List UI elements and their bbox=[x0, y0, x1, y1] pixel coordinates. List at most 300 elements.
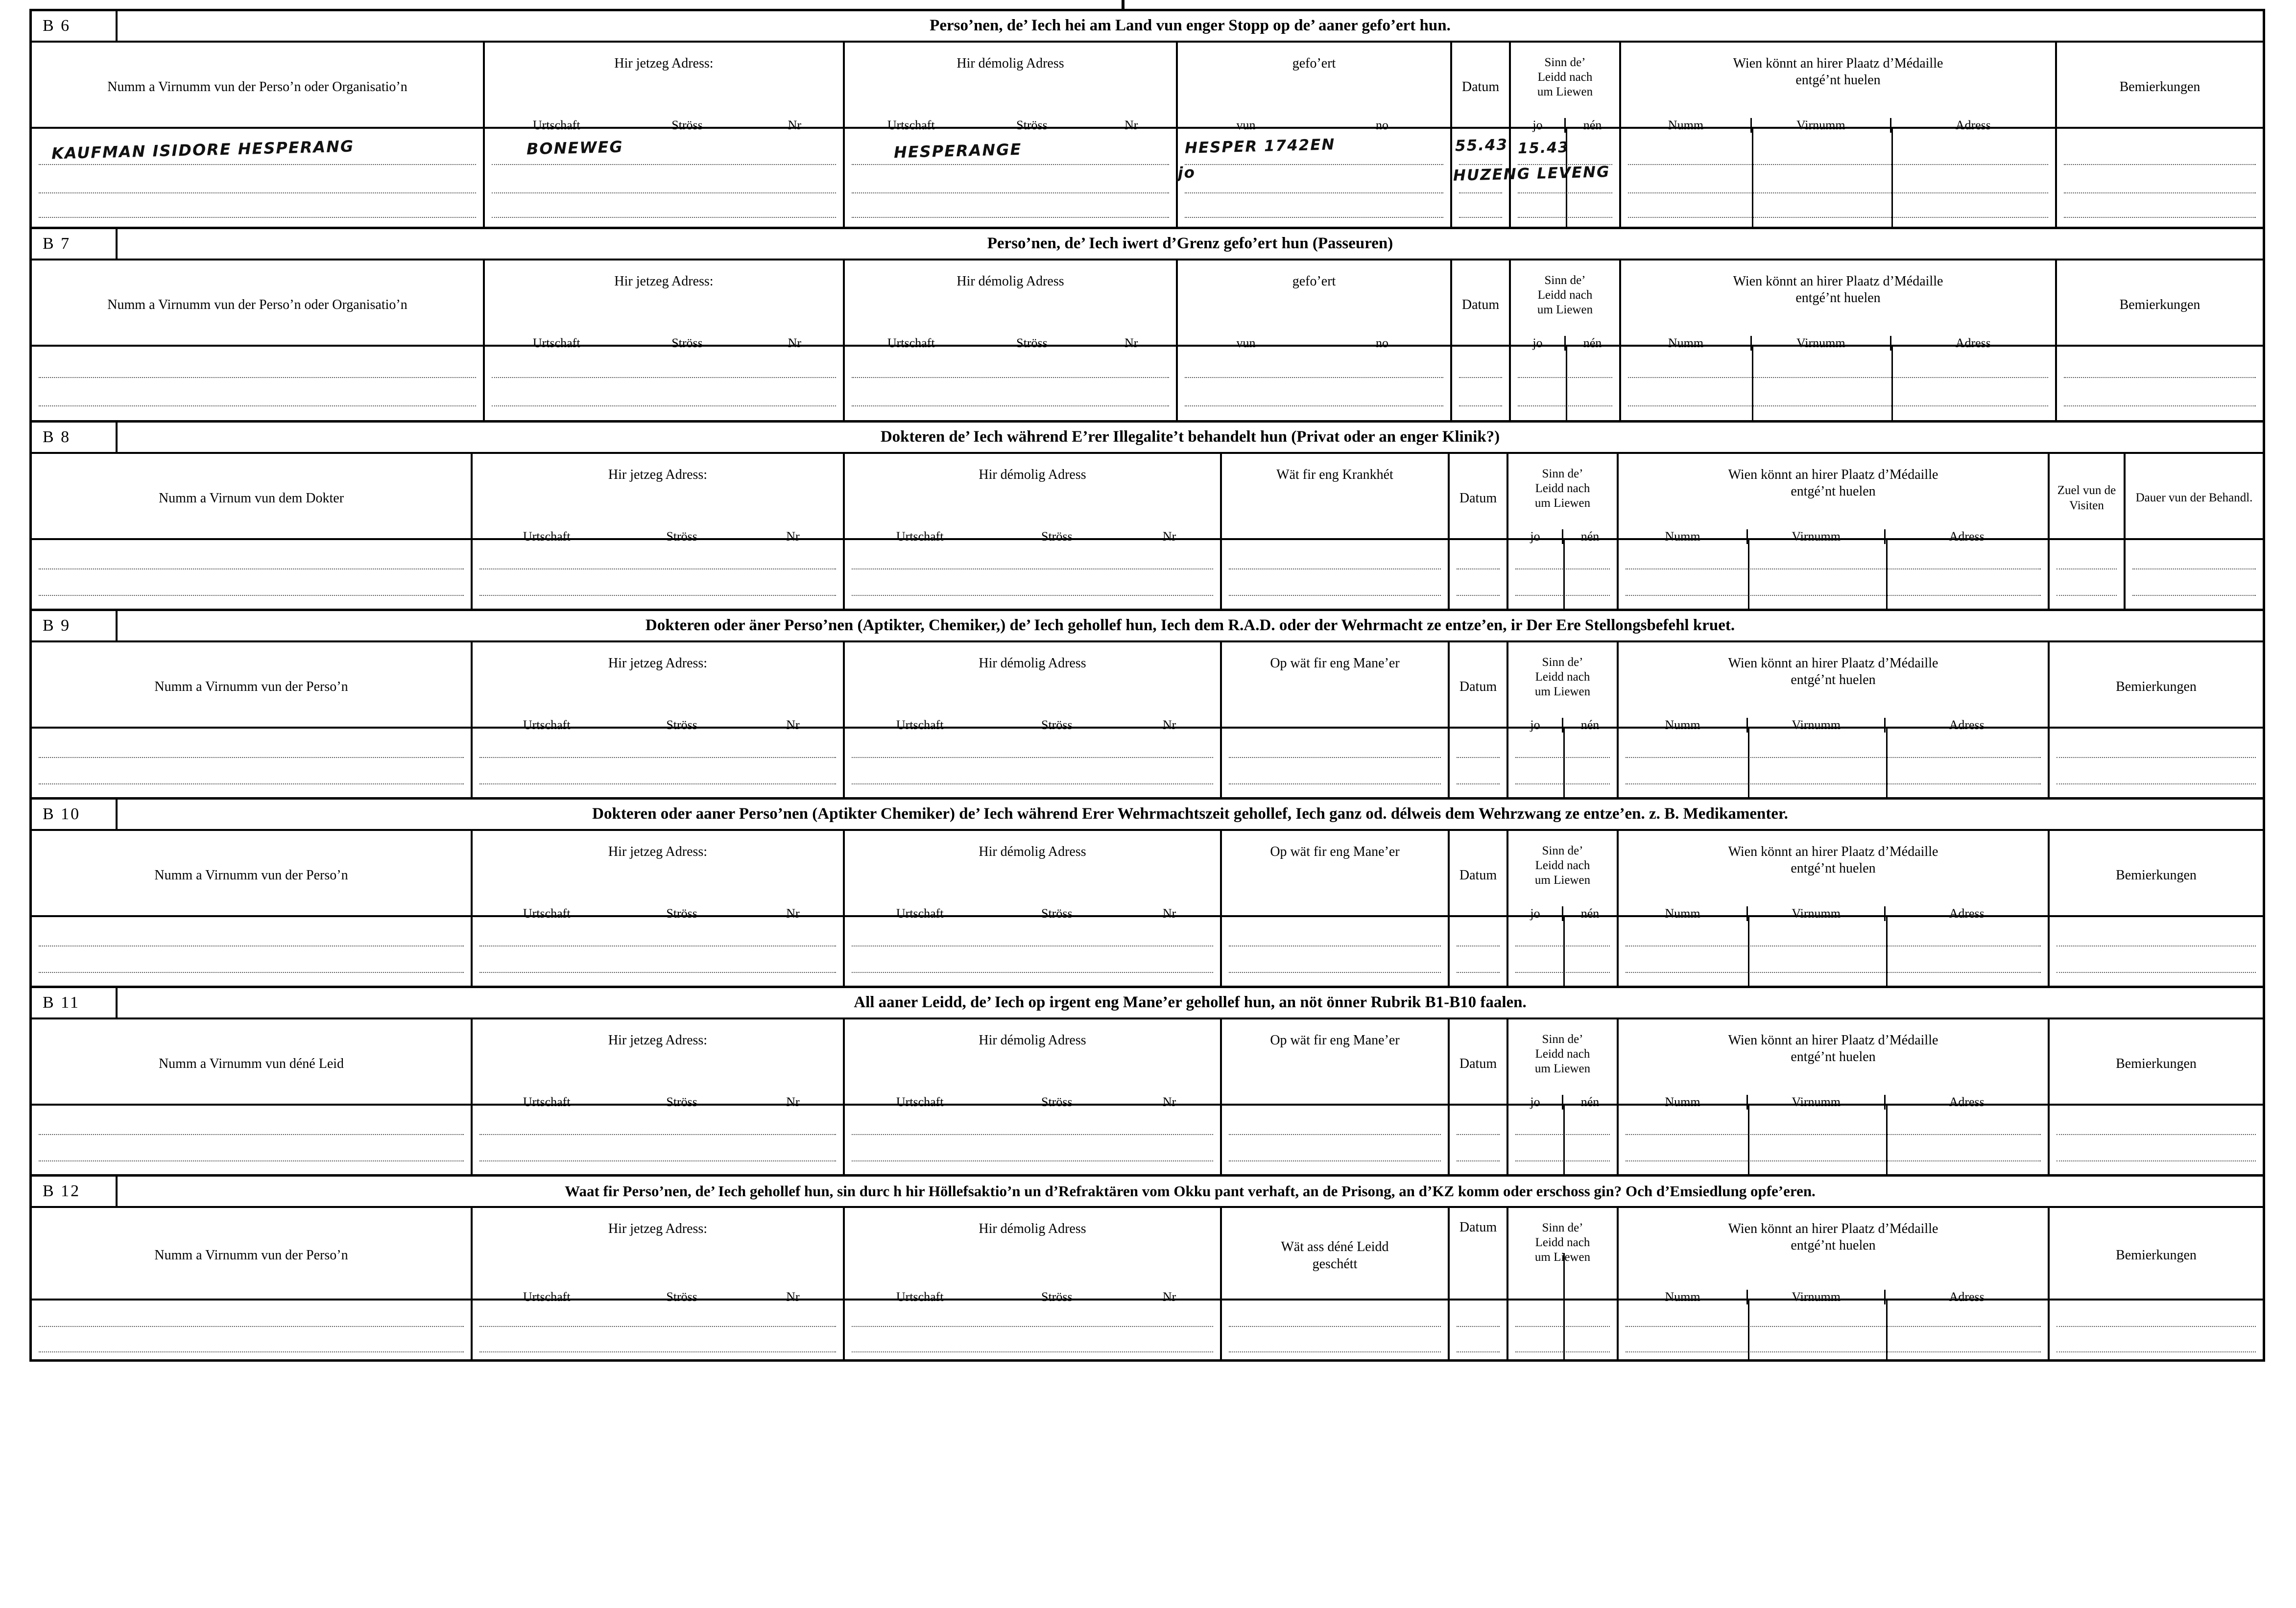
cell-transport[interactable] bbox=[1178, 347, 1452, 420]
data-row[interactable] bbox=[32, 347, 2263, 420]
header-urtschaft-2: Urtschaft bbox=[896, 718, 944, 732]
header-current-address-label: Hir jetzeg Adress: bbox=[614, 56, 714, 71]
header-former-address bbox=[845, 1019, 1222, 1109]
header-medal-virnumm: Virnumm bbox=[1746, 1095, 1884, 1110]
header-current-address bbox=[473, 642, 845, 732]
header-nr-2: Nr bbox=[1162, 1290, 1176, 1304]
header-medal-l2: entgé’nt huelen bbox=[1791, 860, 1876, 876]
header-alive-l3: um Liewen bbox=[1537, 85, 1593, 98]
cell-date[interactable] bbox=[1450, 729, 1508, 797]
cell-remarks[interactable] bbox=[2050, 1301, 2263, 1359]
section-title: Dokteren oder äner Perso’nen (Aptikter, Chemiker,) de’ Iech gehollef hun, Iech dem R.A.D. oder der Wehrmacht ze entze’en, ir Der Ere Stellongsbefehl kruet. bbox=[645, 616, 1735, 635]
header-alive-l3: um Liewen bbox=[1534, 1251, 1591, 1264]
header-medal-virnumm: Virnumm bbox=[1746, 1290, 1884, 1304]
header-yes: jo bbox=[1530, 718, 1540, 732]
header-former-address bbox=[845, 831, 1222, 921]
section-title: Waat fir Perso’nen, de’ Iech gehollef hun, sin durc h hir Höllefsaktio’n un d’Refraktären vom Okku pant verhaft, an de Prisong, an d’KZ komm oder erschoss gin? Och d’Emsiedlung opfe’eren. bbox=[565, 1182, 1816, 1200]
cell-name[interactable] bbox=[32, 729, 473, 797]
header-nr: Nr bbox=[786, 1290, 800, 1304]
header-alive-l2: Leidd nach bbox=[1535, 1047, 1590, 1061]
header-stross: Ströss bbox=[666, 529, 697, 544]
header-medal-adress: Adress bbox=[1890, 118, 2055, 133]
section-b12 bbox=[32, 1177, 2263, 1359]
header-stross-2: Ströss bbox=[1016, 336, 1048, 350]
section-title-row bbox=[32, 611, 2263, 642]
header-medal-numm: Numm bbox=[1668, 336, 1704, 350]
header-medal-recipient bbox=[1619, 1019, 2050, 1109]
header-current-address bbox=[473, 454, 845, 544]
cell-medal[interactable] bbox=[1619, 1106, 2050, 1174]
header-alive-l2: Leidd nach bbox=[1535, 1236, 1590, 1249]
header-medal-adress: Adress bbox=[1890, 336, 2055, 351]
header-current-address-label: Hir jetzeg Adress: bbox=[614, 274, 714, 289]
header-from: vun bbox=[1236, 118, 1256, 132]
header-alive-l2: Leidd nach bbox=[1537, 288, 1593, 302]
column-header-row bbox=[32, 831, 2263, 921]
header-alive-l3: um Liewen bbox=[1537, 303, 1593, 316]
cell-name[interactable] bbox=[32, 540, 473, 609]
header-urtschaft-2: Urtschaft bbox=[887, 118, 935, 132]
section-b7 bbox=[32, 229, 2263, 423]
header-illness-label: Wät fir eng Krankhét bbox=[1276, 467, 1393, 482]
section-title: Dokteren oder aaner Perso’nen (Aptikter Chemiker) de’ Iech während Erer Wehrmachtszeit gehollef, Iech ganz od. délweis dem Wehrzwang ze entze’en. z. B. Medikamenter. bbox=[592, 805, 1788, 823]
header-medal-numm: Numm bbox=[1665, 906, 1700, 921]
header-alive-l2: Leidd nach bbox=[1537, 71, 1593, 84]
header-former-address-label: Hir démolig Adress bbox=[979, 1033, 1086, 1048]
header-stross-2: Ströss bbox=[1016, 118, 1048, 132]
header-yes: jo bbox=[1530, 906, 1540, 921]
header-stross: Ströss bbox=[666, 1290, 697, 1304]
cell-name[interactable] bbox=[32, 1106, 473, 1174]
cell-alive[interactable] bbox=[1511, 347, 1621, 420]
header-nr-2: Nr bbox=[1124, 336, 1138, 350]
header-medal-numm: Numm bbox=[1665, 529, 1700, 544]
header-date-label: Datum bbox=[1459, 490, 1497, 506]
header-name-col bbox=[32, 642, 473, 727]
handwriting-name: KAUFMAN ISIDORE HESPERANG bbox=[51, 137, 355, 163]
cell-current-address[interactable] bbox=[473, 729, 845, 797]
data-row[interactable] bbox=[32, 917, 2263, 986]
header-name-col bbox=[32, 1208, 473, 1299]
header-date-label: Datum bbox=[1461, 79, 1500, 95]
header-urtschaft-2: Urtschaft bbox=[896, 1095, 944, 1109]
cell-remarks[interactable] bbox=[2050, 1106, 2263, 1174]
header-medal-recipient bbox=[1621, 43, 2057, 132]
header-alive-l3: um Liewen bbox=[1534, 1062, 1591, 1075]
handwriting-transport-2: jo bbox=[1177, 164, 1196, 182]
header-fate bbox=[1222, 1208, 1450, 1299]
header-name-label: Numm a Virnumm vun der Perso’n bbox=[154, 867, 348, 883]
header-date-label: Datum bbox=[1461, 297, 1500, 312]
header-manner-label: Op wät fir eng Mane’er bbox=[1270, 844, 1400, 859]
data-row[interactable] bbox=[32, 729, 2263, 797]
cell-name[interactable] bbox=[32, 917, 473, 986]
cell-manner[interactable] bbox=[1222, 1106, 1450, 1174]
header-medal-adress: Adress bbox=[1884, 529, 2048, 544]
header-transport bbox=[1178, 43, 1452, 132]
section-title-row bbox=[32, 800, 2263, 831]
handwriting-current-address: BONEWEG bbox=[526, 137, 624, 159]
header-current-address bbox=[485, 260, 845, 350]
header-medal-numm: Numm bbox=[1665, 1095, 1700, 1109]
cell-former-address[interactable] bbox=[845, 129, 1178, 227]
header-alive bbox=[1508, 831, 1619, 921]
header-medal-adress: Adress bbox=[1884, 1290, 2048, 1304]
header-fate-l2: geschétt bbox=[1312, 1256, 1358, 1272]
header-alive-l1: Sinn de’ bbox=[1542, 467, 1583, 480]
column-header-row bbox=[32, 43, 2263, 132]
header-fate-l1: Wät ass déné Leidd bbox=[1281, 1239, 1389, 1254]
header-stross: Ströss bbox=[666, 1095, 697, 1109]
header-urtschaft: Urtschaft bbox=[523, 718, 571, 732]
header-no: nén bbox=[1562, 906, 1617, 921]
header-name-label: Numm a Virnumm vun déné Leid bbox=[158, 1056, 344, 1071]
header-current-address bbox=[473, 1019, 845, 1109]
header-current-address-label: Hir jetzeg Adress: bbox=[608, 467, 708, 482]
section-id: B 11 bbox=[32, 988, 118, 1017]
header-date bbox=[1450, 1019, 1508, 1104]
cell-remarks[interactable] bbox=[2057, 347, 2263, 420]
header-stross-2: Ströss bbox=[1041, 1095, 1073, 1109]
cell-remarks[interactable] bbox=[2050, 917, 2263, 986]
header-name-label: Numm a Virnumm vun der Perso’n oder Organisatio’n bbox=[107, 79, 407, 95]
header-nr: Nr bbox=[788, 336, 801, 350]
section-b11 bbox=[32, 988, 2263, 1177]
header-medal-l1: Wien könnt an hirer Plaatz d’Médaille bbox=[1728, 1221, 1938, 1236]
header-stross-2: Ströss bbox=[1041, 1290, 1073, 1304]
header-former-address bbox=[845, 260, 1178, 350]
header-name-col bbox=[32, 454, 473, 538]
header-current-address bbox=[473, 1208, 845, 1304]
header-treatment-duration bbox=[2126, 454, 2263, 538]
header-alive-l1: Sinn de’ bbox=[1542, 844, 1583, 857]
header-yes: jo bbox=[1532, 118, 1543, 132]
header-remarks bbox=[2050, 1019, 2263, 1104]
header-alive-l1: Sinn de’ bbox=[1544, 56, 1586, 69]
header-medal-l1: Wien könnt an hirer Plaatz d’Médaille bbox=[1728, 1033, 1938, 1048]
header-former-address-label: Hir démolig Adress bbox=[957, 56, 1064, 71]
handwriting-date-1: 55.43 bbox=[1455, 136, 1508, 155]
cell-remarks[interactable] bbox=[2050, 729, 2263, 797]
section-title-row bbox=[32, 11, 2263, 43]
header-remarks-label: Bemierkungen bbox=[2116, 1248, 2197, 1263]
cell-alive[interactable] bbox=[1508, 917, 1619, 986]
cell-date[interactable] bbox=[1452, 347, 1511, 420]
header-urtschaft: Urtschaft bbox=[523, 906, 571, 921]
header-former-address bbox=[845, 1208, 1222, 1304]
header-former-address-label: Hir démolig Adress bbox=[979, 656, 1086, 671]
cell-treatment-duration[interactable] bbox=[2126, 540, 2263, 609]
cell-medal[interactable] bbox=[1619, 1301, 2050, 1359]
cell-alive[interactable] bbox=[1508, 1301, 1619, 1359]
header-alive-l3: um Liewen bbox=[1534, 497, 1591, 510]
header-former-address bbox=[845, 454, 1222, 544]
header-nr: Nr bbox=[786, 718, 800, 732]
header-name-label: Numm a Virnum vun dem Dokter bbox=[158, 490, 344, 506]
cell-date[interactable] bbox=[1450, 917, 1508, 986]
header-remarks-label: Bemierkungen bbox=[2116, 867, 2197, 883]
cell-fate[interactable] bbox=[1222, 1301, 1450, 1359]
header-nr-2: Nr bbox=[1162, 906, 1176, 921]
section-title-row bbox=[32, 229, 2263, 260]
section-id: B 7 bbox=[32, 229, 118, 259]
header-remarks bbox=[2050, 642, 2263, 727]
cell-alive[interactable] bbox=[1508, 729, 1619, 797]
header-medal-virnumm: Virnumm bbox=[1750, 336, 1890, 351]
header-stross-2: Ströss bbox=[1041, 906, 1073, 921]
cell-name[interactable] bbox=[32, 1301, 473, 1359]
cell-medal[interactable] bbox=[1619, 729, 2050, 797]
header-medal-numm: Numm bbox=[1668, 118, 1704, 132]
cell-transport[interactable] bbox=[1178, 129, 1452, 227]
cell-former-address[interactable] bbox=[845, 1106, 1222, 1174]
cell-illness[interactable] bbox=[1222, 540, 1450, 609]
cell-current-address[interactable] bbox=[473, 540, 845, 609]
cell-date[interactable] bbox=[1450, 540, 1508, 609]
data-row[interactable] bbox=[32, 1301, 2263, 1359]
section-title-row bbox=[32, 1177, 2263, 1208]
cell-alive[interactable] bbox=[1508, 1106, 1619, 1174]
header-medal-adress: Adress bbox=[1884, 718, 2048, 733]
header-former-address-label: Hir démolig Adress bbox=[979, 467, 1086, 482]
cell-current-address[interactable] bbox=[485, 129, 845, 227]
header-urtschaft: Urtschaft bbox=[532, 118, 580, 132]
column-header-row bbox=[32, 1208, 2263, 1304]
section-b8 bbox=[32, 423, 2263, 611]
header-transport bbox=[1178, 260, 1452, 350]
cell-former-address[interactable] bbox=[845, 540, 1222, 609]
header-manner bbox=[1222, 831, 1450, 915]
header-medal-numm: Numm bbox=[1665, 718, 1700, 732]
header-alive bbox=[1508, 1019, 1619, 1109]
header-medal-l2: entgé’nt huelen bbox=[1795, 72, 1881, 88]
header-from: vun bbox=[1236, 336, 1256, 350]
header-medal-l2: entgé’nt huelen bbox=[1791, 1049, 1876, 1064]
header-medal-recipient bbox=[1619, 1208, 2050, 1304]
header-name-label: Numm a Virnumm vun der Perso’n bbox=[154, 679, 348, 694]
section-id: B 6 bbox=[32, 11, 118, 41]
header-remarks bbox=[2057, 43, 2263, 127]
cell-date[interactable] bbox=[1450, 1106, 1508, 1174]
header-medal-recipient bbox=[1619, 642, 2050, 732]
header-current-address-label: Hir jetzeg Adress: bbox=[608, 656, 708, 671]
header-name-col bbox=[32, 831, 473, 915]
header-nr: Nr bbox=[788, 118, 801, 132]
header-to: no bbox=[1376, 118, 1388, 132]
cell-former-address[interactable] bbox=[845, 729, 1222, 797]
header-date bbox=[1450, 831, 1508, 915]
header-visit-count-label: Zuel vun de Visiten bbox=[2057, 483, 2116, 512]
cell-visit-count[interactable] bbox=[2050, 540, 2126, 609]
header-no: nén bbox=[1562, 718, 1617, 733]
header-date-label: Datum bbox=[1459, 1056, 1497, 1071]
cell-manner[interactable] bbox=[1222, 917, 1450, 986]
header-current-address-label: Hir jetzeg Adress: bbox=[608, 844, 708, 859]
cell-current-address[interactable] bbox=[473, 1106, 845, 1174]
handwriting-alive: 15.43 bbox=[1517, 139, 1570, 158]
header-medal-numm: Numm bbox=[1665, 1290, 1700, 1304]
header-urtschaft-2: Urtschaft bbox=[896, 906, 944, 921]
header-to: no bbox=[1376, 336, 1388, 350]
header-stross-2: Ströss bbox=[1041, 718, 1073, 732]
cell-name[interactable] bbox=[32, 129, 485, 227]
header-date-label: Datum bbox=[1459, 867, 1497, 883]
header-date bbox=[1450, 642, 1508, 727]
header-alive-l1: Sinn de’ bbox=[1544, 274, 1586, 287]
cell-date[interactable] bbox=[1450, 1301, 1508, 1359]
header-no: nén bbox=[1564, 336, 1619, 351]
header-alive-l2: Leidd nach bbox=[1535, 859, 1590, 872]
cell-former-address[interactable] bbox=[845, 1301, 1222, 1359]
header-date-label: Datum bbox=[1459, 1220, 1497, 1235]
cell-medal[interactable] bbox=[1619, 540, 2050, 609]
section-id: B 10 bbox=[32, 800, 118, 829]
cell-former-address[interactable] bbox=[845, 917, 1222, 986]
header-urtschaft: Urtschaft bbox=[523, 1290, 571, 1304]
header-transport-label: gefo’ert bbox=[1292, 56, 1336, 71]
header-transport-label: gefo’ert bbox=[1292, 274, 1336, 289]
column-header-row bbox=[32, 642, 2263, 732]
data-row[interactable] bbox=[32, 540, 2263, 609]
header-alive-l1: Sinn de’ bbox=[1542, 1033, 1583, 1046]
header-name-label: Numm a Virnumm vun der Perso’n bbox=[154, 1248, 348, 1263]
header-medal-l2: entgé’nt huelen bbox=[1791, 672, 1876, 687]
section-b10 bbox=[32, 800, 2263, 988]
cell-medal[interactable] bbox=[1619, 917, 2050, 986]
header-urtschaft-2: Urtschaft bbox=[887, 336, 935, 350]
header-stross: Ströss bbox=[671, 118, 703, 132]
header-yes: jo bbox=[1532, 336, 1543, 350]
header-medal-adress: Adress bbox=[1884, 1095, 2048, 1110]
header-medal-l1: Wien könnt an hirer Plaatz d’Médaille bbox=[1728, 844, 1938, 859]
handwriting-former-address: HESPERANGE bbox=[893, 140, 1022, 162]
header-name-label: Numm a Virnumm vun der Perso’n oder Organisatio’n bbox=[107, 297, 407, 312]
header-former-address bbox=[845, 642, 1222, 732]
cell-name[interactable] bbox=[32, 347, 485, 420]
header-yes: jo bbox=[1530, 1095, 1540, 1109]
section-b6 bbox=[32, 11, 2263, 229]
header-alive-l1: Sinn de’ bbox=[1542, 656, 1583, 669]
header-date bbox=[1450, 1208, 1508, 1299]
header-alive bbox=[1508, 642, 1619, 732]
header-medal-adress: Adress bbox=[1884, 906, 2048, 921]
cell-former-address[interactable] bbox=[845, 347, 1178, 420]
header-date bbox=[1450, 454, 1508, 538]
section-title: Perso’nen, de’ Iech hei am Land vun enger Stopp op de’ aaner gefo’ert hun. bbox=[930, 17, 1451, 35]
column-header-row bbox=[32, 260, 2263, 350]
header-visit-count bbox=[2050, 454, 2126, 538]
header-medal-virnumm: Virnumm bbox=[1750, 118, 1890, 133]
header-date bbox=[1452, 43, 1511, 127]
header-nr-2: Nr bbox=[1162, 529, 1176, 544]
header-no: nén bbox=[1562, 1095, 1617, 1110]
cell-alive[interactable] bbox=[1511, 129, 1621, 227]
header-alive bbox=[1508, 454, 1619, 544]
header-no: nén bbox=[1562, 529, 1617, 544]
header-illness bbox=[1222, 454, 1450, 538]
section-b9 bbox=[32, 611, 2263, 800]
header-medal-virnumm: Virnumm bbox=[1746, 906, 1884, 921]
header-medal-l1: Wien könnt an hirer Plaatz d’Médaille bbox=[1728, 656, 1938, 671]
header-urtschaft: Urtschaft bbox=[532, 336, 580, 350]
header-former-address-label: Hir démolig Adress bbox=[957, 274, 1064, 289]
handwriting-date-2: HUZENG LEVENG bbox=[1453, 163, 1610, 185]
header-medal-l1: Wien könnt an hirer Plaatz d’Médaille bbox=[1733, 56, 1943, 71]
header-nr: Nr bbox=[786, 906, 800, 921]
cell-remarks[interactable] bbox=[2057, 129, 2263, 227]
cell-medal[interactable] bbox=[1621, 347, 2057, 420]
header-current-address-label: Hir jetzeg Adress: bbox=[608, 1033, 708, 1048]
header-former-address-label: Hir démolig Adress bbox=[979, 844, 1086, 859]
header-former-address bbox=[845, 43, 1178, 132]
header-nr: Nr bbox=[786, 529, 800, 544]
header-manner bbox=[1222, 642, 1450, 727]
section-title: Dokteren de’ Iech während E’rer Illegalite’t behandelt hun (Privat oder an enger Klinik?) bbox=[880, 428, 1500, 446]
header-date bbox=[1452, 260, 1511, 345]
header-remarks-label: Bemierkungen bbox=[2116, 1056, 2197, 1071]
header-stross-2: Ströss bbox=[1041, 529, 1073, 544]
header-date-label: Datum bbox=[1459, 679, 1497, 694]
header-remarks-label: Bemierkungen bbox=[2119, 79, 2200, 95]
header-medal-recipient bbox=[1621, 260, 2057, 350]
cell-current-address[interactable] bbox=[473, 1301, 845, 1359]
section-id: B 8 bbox=[32, 423, 118, 452]
cell-medal[interactable] bbox=[1621, 129, 2057, 227]
header-medal-l2: entgé’nt huelen bbox=[1795, 290, 1881, 306]
header-alive-l2: Leidd nach bbox=[1535, 670, 1590, 684]
header-urtschaft-2: Urtschaft bbox=[896, 1290, 944, 1304]
header-medal-recipient bbox=[1619, 831, 2050, 921]
header-name-col bbox=[32, 43, 485, 127]
header-remarks-label: Bemierkungen bbox=[2116, 679, 2197, 694]
header-medal-l1: Wien könnt an hirer Plaatz d’Médaille bbox=[1728, 467, 1938, 482]
header-alive-l3: um Liewen bbox=[1534, 685, 1591, 698]
form-sheet bbox=[29, 9, 2265, 1362]
cell-alive[interactable] bbox=[1508, 540, 1619, 609]
header-alive bbox=[1508, 1208, 1619, 1299]
handwriting-transport-1: HESPER 1742EN bbox=[1184, 136, 1336, 157]
cell-current-address[interactable] bbox=[473, 917, 845, 986]
header-medal-recipient bbox=[1619, 454, 2050, 544]
header-no: nén bbox=[1564, 118, 1619, 133]
header-medal-virnumm: Virnumm bbox=[1746, 718, 1884, 733]
cell-manner[interactable] bbox=[1222, 729, 1450, 797]
header-name-col bbox=[32, 1019, 473, 1104]
header-current-address-label: Hir jetzeg Adress: bbox=[608, 1221, 708, 1236]
header-remarks-label: Bemierkungen bbox=[2119, 297, 2200, 312]
section-id: B 9 bbox=[32, 611, 118, 640]
header-stross: Ströss bbox=[666, 718, 697, 732]
section-title: All aaner Leidd, de’ Iech op irgent eng Mane’er gehollef hun, an nöt önner Rubrik B1-B10 faalen. bbox=[854, 993, 1527, 1012]
header-urtschaft-2: Urtschaft bbox=[896, 529, 944, 544]
header-former-address-label: Hir démolig Adress bbox=[979, 1221, 1086, 1236]
header-alive-l1: Sinn de’ bbox=[1542, 1221, 1583, 1234]
header-name-col bbox=[32, 260, 485, 345]
header-alive bbox=[1511, 260, 1621, 350]
header-medal-l1: Wien könnt an hirer Plaatz d’Médaille bbox=[1733, 274, 1943, 289]
section-id: B 12 bbox=[32, 1177, 118, 1206]
header-manner bbox=[1222, 1019, 1450, 1104]
cell-current-address[interactable] bbox=[485, 347, 845, 420]
data-row[interactable] bbox=[32, 129, 2263, 227]
header-urtschaft: Urtschaft bbox=[523, 1095, 571, 1109]
header-urtschaft: Urtschaft bbox=[523, 529, 571, 544]
header-manner-label: Op wät fir eng Mane’er bbox=[1270, 656, 1400, 671]
header-yes: jo bbox=[1530, 529, 1540, 544]
data-row[interactable] bbox=[32, 1106, 2263, 1174]
header-alive-l2: Leidd nach bbox=[1535, 482, 1590, 495]
header-nr-2: Nr bbox=[1162, 718, 1176, 732]
